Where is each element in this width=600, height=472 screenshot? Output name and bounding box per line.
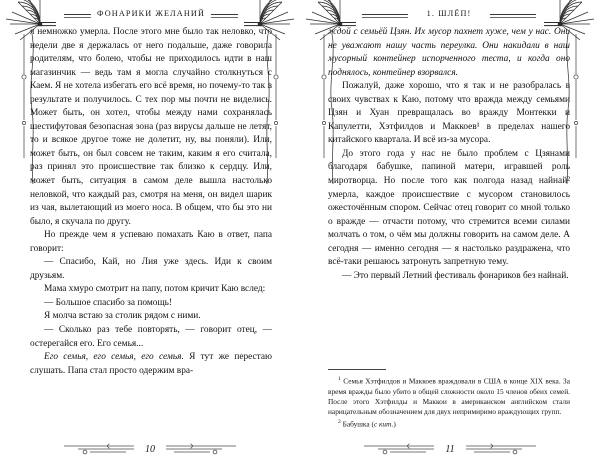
page-number: 10: [145, 443, 155, 455]
footnote-item: [328, 374, 570, 417]
paragraph-with-italic-lead: [30, 351, 272, 378]
footnotes-block: [328, 369, 570, 430]
folio-flourish-icon: [360, 442, 438, 456]
folio-flourish-icon: [162, 442, 240, 456]
paragraph: Но прежде чем я успеваю помахать Каю в ответ, папа говорит:: [30, 230, 272, 254]
folio-left: [0, 439, 300, 459]
paragraph: До этого года у нас не было проблем с Цзянами благодаря бабушке, папиной матери, игравшей роль миротворца. Но после того как полгода назад найнай² умерла, каждое происшествие с мусором становилось ожесточённым спором. Сейчас отец говорит со мной только о вражде — отчасти потому, что стремится всеми силами молчать о том, о чём мы должны говорить на самом деле. А сегодня — именно сегодня — я настолько раздражена, что всё-таки решаюсь затронуть запретную тему.: [328, 148, 570, 268]
footnote-item: [328, 417, 570, 430]
paragraph: — Спасибо, Кай, но Лия уже здесь. Иди к своим друзьям.: [30, 257, 272, 281]
paragraph: я немножко умерла. После этого мне было так неловко, что недели две я держалась от него подальше, даже говорила родителям, что болею, чтобы не приходилось идти в наш магазинчик — ведь там я могла случайно столкнуться с Каем. Я не хотела избегать его всё время, но почему-то так в результате и получилось. С тех пор мы почти не виделись. Может быть, он хотел, чтобы между нами сохранялась шестифутовая безопасная зона (раз вирусы дальше не летят, то и всякое другое тоже не долетит, ну, вы поняли). Или, может быть, он был совсем не таким, каким я его считала, раз принял это происшествие так близко к сердцу. Или, может быть, ситуация в самом деле вышла настолько неловкой, что каждый раз, смотря на меня, он видел шарик из чая, вылетающий из моего носа. В общем, что бы это ни было, я скучала по другу.: [30, 27, 272, 227]
page-number: 11: [445, 443, 455, 455]
footnote-text: Семья Хэтфилдов и Маккоев враждовали в США в конце XIX века. За время вражды было убито в общей сложности около 15 членов обеих семей. После этого Хэтфилды и Маккои в американском английском стали нарицательным обозначением для двух непримиримо враждующих групп.: [328, 376, 570, 417]
paragraph: Я молча встаю за столик рядом с ними.: [44, 311, 201, 322]
folio-flourish-icon: [60, 442, 138, 456]
right-page: [300, 0, 600, 472]
paragraph: Пожалуй, даже хорошо, что я так и не разобралась в своих чувствах к Каю, потому что вражда между семьями Цзян и Хуан превращалась во вражду Монтекки и Капулетти, Хэтфилдов и Маккоев¹ в пределах нашего китайского квартала. И всё из-за мусора.: [328, 81, 570, 146]
footnote-marker: 1: [338, 376, 341, 383]
footnote-marker: 2: [338, 419, 341, 426]
footnote-separator-rule: [328, 369, 386, 370]
running-head-title: ФОНАРИКИ ЖЕЛАНИЙ: [91, 9, 211, 18]
paragraph: Мама хмуро смотрит на папу, потом кричит Каю вслед:: [44, 284, 266, 295]
running-head-chapter: 1. ШЛЁП!: [421, 9, 478, 18]
paragraph: — Сколько раз тебе повторять, — говорит отец, — остерегайся его. Его семья...: [30, 325, 272, 349]
footnote-text-end: ): [393, 419, 396, 429]
footnote-text: Бабушка (: [342, 419, 374, 429]
running-head-left: [30, 3, 272, 23]
paragraph-tail: Я тут же перестаю слушать. Папа стал просто одержим вра-: [30, 352, 272, 376]
paragraph-italic: ждой с семьёй Цзян. Их мусор пахнет хуже, чем у нас. Они не уважают нашу часть переулка. Они накидали в наш мусорный контейнер испорченного теста, и когда оно поднялось, контейнер взорвался.: [328, 27, 570, 78]
left-page-text-column: [30, 26, 272, 378]
paragraph: — Большое спасибо за помощь!: [44, 297, 173, 308]
footnote-italic: с кит.: [373, 419, 394, 429]
folio-flourish-icon: [462, 442, 540, 456]
italic-phrase: Его семья, его семья, его семья.: [44, 352, 184, 363]
running-head-right: [328, 3, 570, 23]
paragraph: — Это первый Летний фестиваль фонариков без найнай.: [342, 270, 569, 281]
folio-right: [300, 439, 600, 459]
right-page-text-column: [328, 26, 570, 283]
